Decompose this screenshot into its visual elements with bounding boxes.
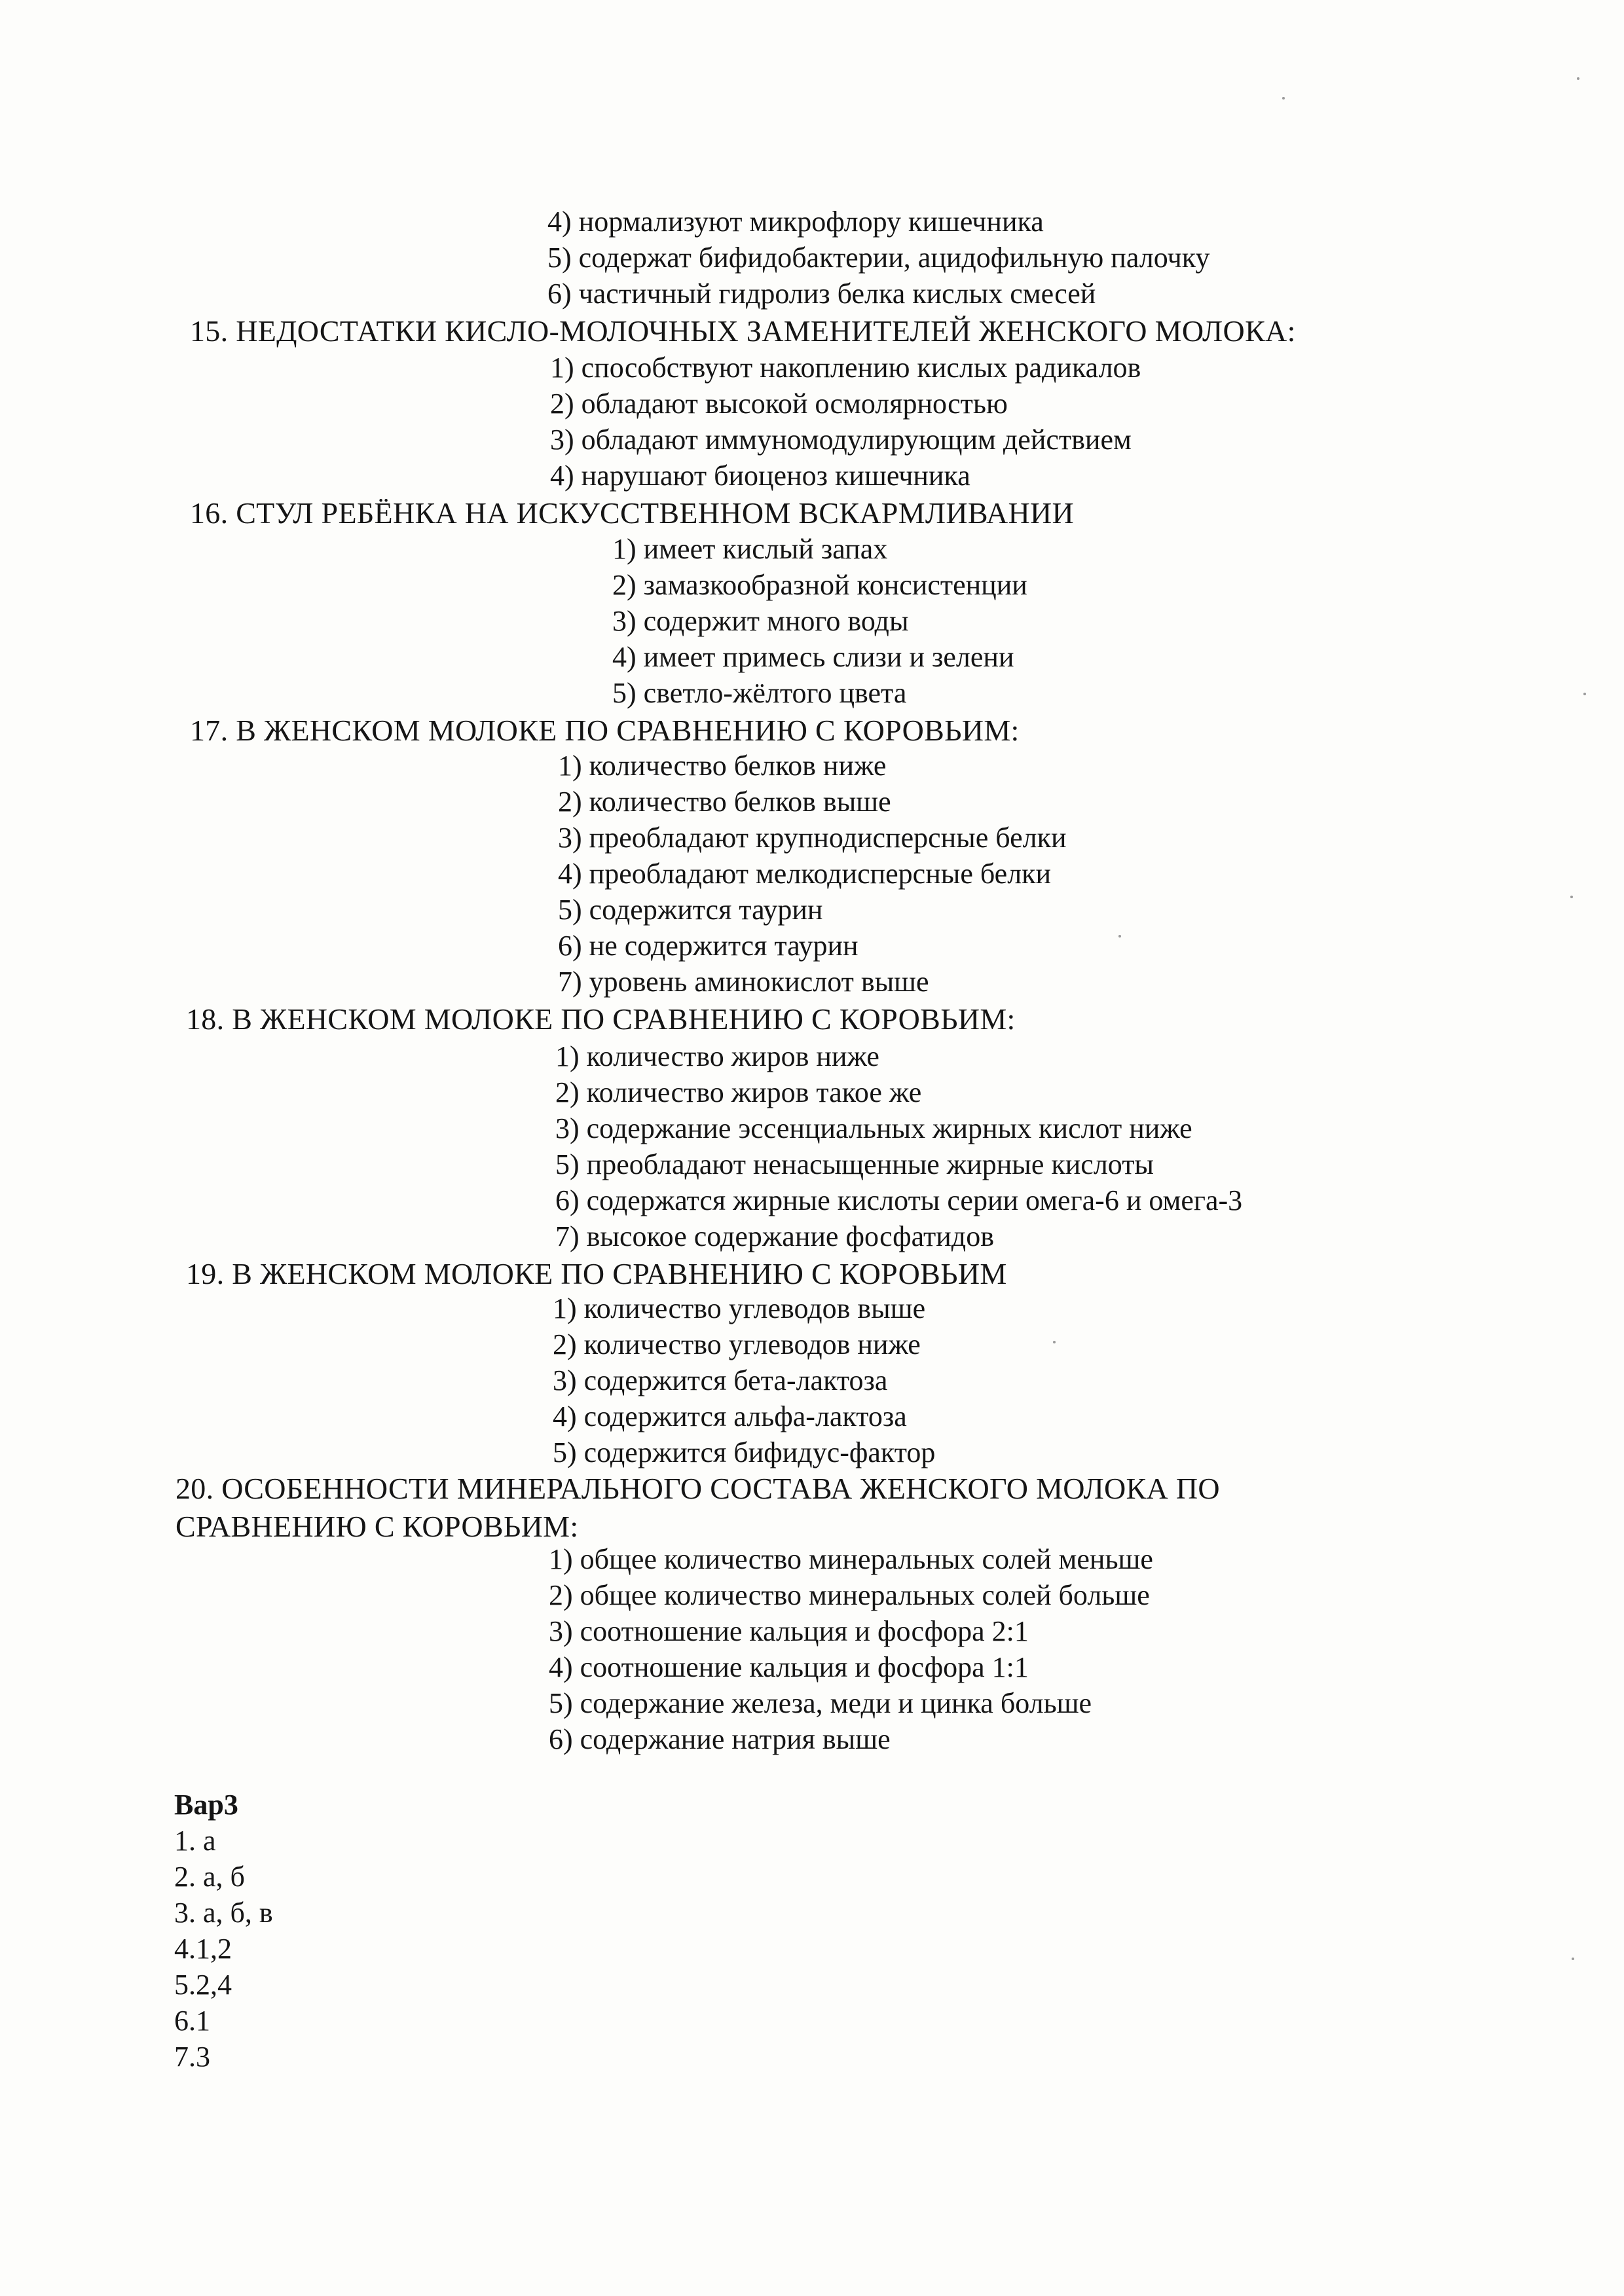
q16-title: 16. СТУЛ РЕБЁНКА НА ИСКУССТВЕННОМ ВСКАРМЛИВАНИИ: [190, 496, 1075, 530]
q16-option-1: 1) имеет кислый запах: [612, 533, 888, 565]
scan-speck: [1053, 1341, 1056, 1343]
q15-option-4: 4) нарушают биоценоз кишечника: [550, 460, 970, 492]
q19-option-1: 1) количество углеводов выше: [553, 1292, 926, 1324]
q19-option-3: 3) содержится бета-лактоза: [553, 1364, 888, 1396]
q19-option-4: 4) содержится альфа-лактоза: [553, 1400, 907, 1432]
q17-option-1: 1) количество белков ниже: [558, 750, 887, 782]
q15-option-3: 3) обладают иммуномодулирующим действием: [550, 424, 1132, 456]
scan-speck: [1572, 1958, 1574, 1960]
q20-option-2: 2) общее количество минеральных солей больше: [549, 1579, 1150, 1611]
q18-option-3: 3) содержание эссенциальных жирных кислот ниже: [555, 1112, 1192, 1144]
answer-item: 3. а, б, в: [174, 1897, 273, 1929]
q17-option-7: 7) уровень аминокислот выше: [558, 966, 929, 998]
q17-option-5: 5) содержится таурин: [558, 894, 823, 926]
q20-title: 20. ОСОБЕННОСТИ МИНЕРАЛЬНОГО СОСТАВА ЖЕНСКОГО МОЛОКА ПО СРАВНЕНИЮ С КОРОВЬИМ:: [175, 1472, 1220, 1543]
answer-item: 7.3: [174, 2041, 210, 2073]
q16-option-5: 5) светло-жёлтого цвета: [612, 677, 907, 709]
scan-speck: [1583, 693, 1586, 695]
q17-option-3: 3) преобладают крупнодисперсные белки: [558, 822, 1067, 854]
q17-option-4: 4) преобладают мелкодисперсные белки: [558, 858, 1052, 890]
q17-option-6: 6) не содержится таурин: [558, 930, 858, 962]
scan-speck: [1118, 935, 1121, 938]
scan-speck: [1282, 97, 1285, 100]
answer-item: 1. а: [174, 1825, 216, 1857]
answer-item: 4.1,2: [174, 1933, 232, 1965]
q20-option-3: 3) соотношение кальция и фосфора 2:1: [549, 1615, 1029, 1647]
answer-item: 2. а, б: [174, 1861, 245, 1893]
q19-option-5: 5) содержится бифидус-фактор: [553, 1436, 936, 1468]
q15-option-1: 1) способствуют накоплению кислых радикалов: [550, 352, 1141, 384]
scan-speck: [1570, 896, 1573, 898]
q17-option-2: 2) количество белков выше: [558, 786, 891, 818]
q18-title: 18. В ЖЕНСКОМ МОЛОКЕ ПО СРАВНЕНИЮ С КОРОВЬИМ:: [186, 1002, 1016, 1036]
q14-option-6: 6) частичный гидролиз белка кислых смесей: [547, 278, 1096, 310]
q14-option-4: 4) нормализуют микрофлору кишечника: [547, 206, 1044, 238]
q17-title: 17. В ЖЕНСКОМ МОЛОКЕ ПО СРАВНЕНИЮ С КОРОВЬИМ:: [190, 714, 1020, 747]
q18-option-1: 1) количество жиров ниже: [555, 1040, 879, 1072]
q19-option-2: 2) количество углеводов ниже: [553, 1328, 921, 1360]
q16-option-2: 2) замазкообразной консистенции: [612, 569, 1027, 601]
q20-option-4: 4) соотношение кальция и фосфора 1:1: [549, 1651, 1029, 1683]
q15-title: 15. НЕДОСТАТКИ КИСЛО-МОЛОЧНЫХ ЗАМЕНИТЕЛЕЙ ЖЕНСКОГО МОЛОКА:: [190, 314, 1296, 348]
q14-option-5: 5) содержат бифидобактерии, ацидофильную палочку: [547, 242, 1210, 274]
q19-title: 19. В ЖЕНСКОМ МОЛОКЕ ПО СРАВНЕНИЮ С КОРОВЬИМ: [186, 1257, 1007, 1290]
q18-option-2: 2) количество жиров такое же: [555, 1076, 922, 1108]
q18-option-7: 7) высокое содержание фосфатидов: [555, 1220, 994, 1252]
q16-option-3: 3) содержит много воды: [612, 605, 909, 637]
q20-option-1: 1) общее количество минеральных солей меньше: [549, 1543, 1153, 1575]
q18-option-6: 6) содержатся жирные кислоты серии омега-6 и омега-3: [555, 1184, 1243, 1216]
answer-item: 5.2,4: [174, 1969, 232, 2001]
scan-speck: [1577, 77, 1579, 80]
q16-option-4: 4) имеет примесь слизи и зелени: [612, 641, 1014, 673]
q15-option-2: 2) обладают высокой осмолярностью: [550, 388, 1008, 420]
answer-key-title: Вар3: [174, 1789, 238, 1821]
answer-item: 6.1: [174, 2005, 210, 2037]
q18-option-5: 5) преобладают ненасыщенные жирные кислоты: [555, 1148, 1154, 1180]
q20-option-6: 6) содержание натрия выше: [549, 1723, 891, 1755]
q20-option-5: 5) содержание железа, меди и цинка больше: [549, 1687, 1092, 1719]
